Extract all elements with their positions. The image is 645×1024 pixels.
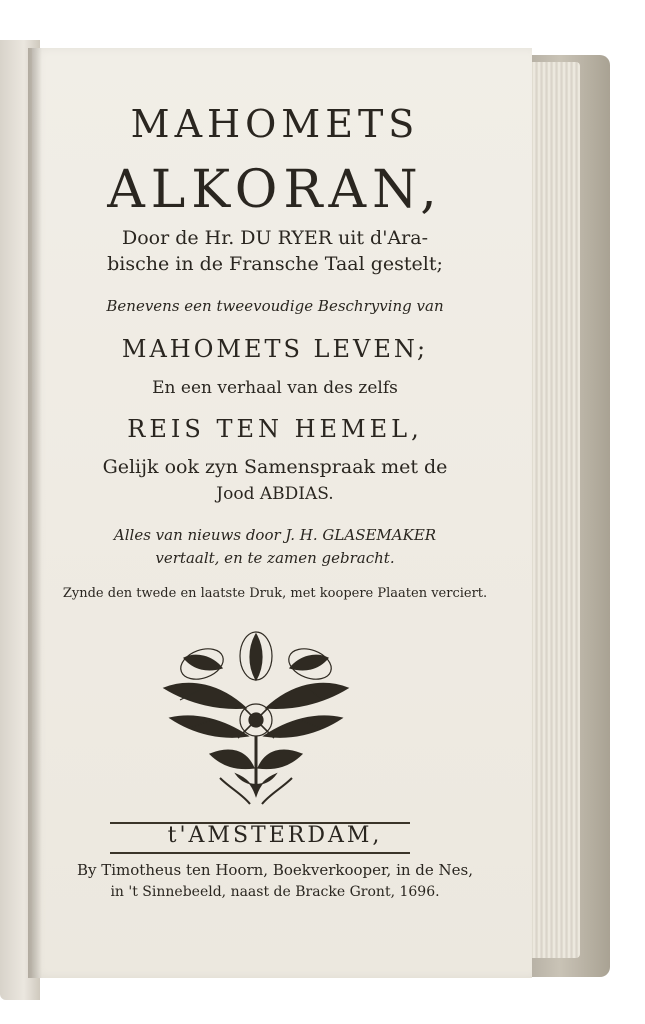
imprint-rule-bottom — [110, 852, 410, 854]
abdias-line: Jood ABDIAS. — [216, 484, 334, 504]
floral-ornament-icon — [150, 628, 362, 808]
subtitle-reis: REIS TEN HEMEL, — [127, 415, 423, 443]
translator-line-2: vertaalt, en te zamen gebracht. — [155, 549, 395, 567]
author-line-1: Door de Hr. DU RYER uit d'Ara- — [121, 227, 428, 249]
title-mahomets: MAHOMETS — [130, 102, 420, 146]
samenspraak-line: Gelijk ook zyn Samenspraak met de — [102, 456, 448, 478]
description-line: Benevens een tweevoudige Beschryving van — [106, 297, 444, 315]
imprint-city: t'AMSTERDAM, — [167, 823, 383, 848]
subtitle-leven: MAHOMETS LEVEN; — [121, 335, 429, 363]
verhaal-line: En een verhaal van des zelfs — [152, 378, 398, 398]
author-line-2: bische in de Fransche Taal gestelt; — [107, 253, 443, 275]
translator-line-1: Alles van nieuws door J. H. GLASEMAKER — [113, 526, 437, 544]
edition-line: Zynde den twede en laatste Druk, met koopere Plaaten verciert. — [62, 586, 488, 601]
imprint-address-date: in 't Sinnebeeld, naast de Bracke Gront, 1696. — [110, 884, 440, 900]
page-edges — [528, 62, 580, 958]
imprint-publisher: By Timotheus ten Hoorn, Boekverkooper, in de Nes, — [76, 861, 474, 879]
title-alkoran: ALKORAN, — [107, 160, 443, 220]
